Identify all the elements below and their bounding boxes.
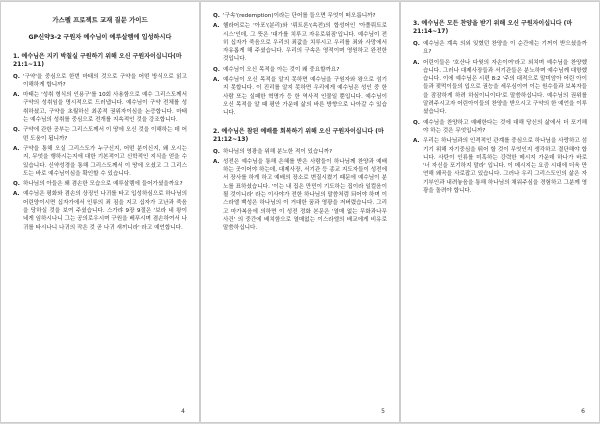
question — [213, 12, 387, 22]
document-subtitle: GP신약3-2 구원자 예수님이 예루살렘에 입성하시다 — [28, 34, 172, 42]
answer — [13, 145, 187, 180]
page-content — [401, 2, 599, 197]
answer-marker: A. — [13, 92, 20, 99]
question — [13, 73, 187, 92]
page-number: 6 — [581, 407, 585, 415]
question — [213, 66, 387, 76]
answer-marker: A. — [13, 191, 20, 198]
answer — [213, 76, 387, 119]
question-marker: Q. — [413, 119, 420, 126]
question-text: 예수님은 계속 의외 잊혔던 찬양을 이 순간에는 기꺼이 받으셨을까요? — [423, 41, 587, 56]
page-number: 5 — [381, 407, 385, 415]
answer — [13, 91, 187, 126]
page-content — [1, 2, 199, 234]
answer-text: 성전은 예수님을 통해 은혜를 받은 사람들이 하나님께 찬양과 예배하는 곳이어야 하는데, 대제사장, 서기관 등 종교 지도자들이 성전에서 장사를 하게 하고 예배의 장소로 변질시켰기 때문에 예수님이 분노를 표하셨습니다. '이는 내 집은 만민이 기도하는 집이라 일컬음이 될 것이니라' 라는 이사야가 전한 하나님의 말씀처럼 되어야 하며 이스라엘 백성은 하나님의 이 거대한 꿈과 영광을 저버렸습니다. 그리고 마가복음에 의하면 이 성전 정화 본문은 '열매 없는 무화과나무 사건' 의 중간에 배치함으로 열매없는 이스라엘의 배교에게 비유로 말씀하십니다. — [223, 158, 387, 232]
page-6 — [401, 2, 599, 422]
answer-text: 마태는 '성취 형식의 인용구'를 10회 사용함으로 예수 그리스도께서 구약의 성취임을 명시적으로 드러냅니다. 예수님이 구약 전체를 성취하셨고, 구약을 초월하신 최종적 권위자이심을 논증합니다. 마태는 예수님의 성취를 중심으로 전개를 지속적인 것을 강조합니다. — [23, 92, 187, 124]
answer-text: 예수님이 오신 목적을 알지 못하면 예수님을 구원자와 왕으로 섬기지 못합니다. 이 진리를 알지 못하면 우리에게 예수님은 성인 중 한 사람 또는 실패한 혁명가 등 한 역사적 인물일 뿐입니다. 예수님이 오신 목적을 알 때 평안 가운데 삶의 바른 방향으로 나아갈 수 있습니다. — [223, 77, 387, 117]
section-heading: 3. 예수님은 모든 찬양을 받기 위해 오신 구원자이십니다 (마 21:14~17) — [413, 20, 573, 35]
answer-text: 어린이들은 '호산나 다윗의 자손이여'라고 외치며 예수님을 찬양했습니다. 그러나 대제사장들과 서기관들은 분노하며 예수님께 대항했습니다. 이에 예수님은 시편 8:2 '주의 대적으로 말미암아 어린 아이들과 젖먹이들의 입으로 권능을 세우심이여 이는 원수들과 보복자들을 잠잠하게 하려 하심이니이다'로 말씀하십니다. 예수님의 권위를 알려주시고자 어린아이들의 찬양을 받으시고 구약의 한 예언을 이루셨습니다. — [423, 59, 587, 116]
question-marker: Q. — [213, 66, 220, 73]
page-number: 4 — [181, 407, 185, 415]
question — [13, 126, 187, 145]
answer — [213, 22, 387, 65]
answer — [413, 137, 587, 197]
answer-marker: A. — [13, 145, 20, 152]
question — [213, 148, 387, 158]
question — [13, 180, 187, 190]
question-marker: Q. — [213, 148, 220, 155]
answer-marker: A. — [213, 77, 220, 84]
question-marker: Q. — [413, 41, 420, 47]
question — [413, 40, 587, 59]
question-text: 예수님이 오신 목적을 아는 것이 왜 중요할까요? — [223, 66, 340, 73]
question-text: '구속'(redemption)이라는 단어를 들으면 무엇이 떠오릅니까? — [223, 13, 376, 19]
answer — [213, 158, 387, 235]
answer-text: 구약을 통해 오실 그리스도가 누구신지, 어떤 분이신지, 왜 오시는지, 무엇을 행하시는지에 대한 기본적이고 신학적인 지식을 얻을 수 있습니다. 신약성경을 통해 그리스도께서 이 땅에 오셨고 그 그리스도는 바로 예수님이심을 확인할 수 있습니다. — [23, 145, 187, 177]
document-title: 가스펠 프로젝트 교재 질문 가이드 — [52, 16, 148, 24]
question-marker: Q. — [13, 181, 20, 188]
answer-marker: A. — [413, 138, 420, 145]
answer — [413, 59, 587, 119]
answer-marker: A. — [213, 158, 220, 165]
answer-marker: A. — [413, 59, 420, 66]
answer-marker: A. — [213, 23, 220, 30]
section-heading: 1. 예수님은 지키 박칠실 구원하기 위해 오신 구원자이십니다(마21:1~11) — [13, 52, 182, 68]
answer-text: 예수님은 평화와 겸손의 상징인 나귀를 타고 입성하심으로 하나님의 어린양이시면 십자가에서 인류의 죄 짐을 지고 십자가 고난과 죽음을 당하실 것을 보여 주셨습니다. 스가랴 9장 9절은 '보라 네 왕이 네게 임하시나니 그는 공의로우시며 구원을 베푸시며 겸손하여서 나귀를 타시나니 나귀의 작은 것 곧 나귀 새끼니라' 라고 예언합니다. — [23, 191, 187, 231]
section-heading: 2. 예수님은 참된 예배를 회복하기 위해 오신 구원자이십니다 (마 21:12~13) — [213, 127, 384, 143]
question-text: '구약'을 중심으로 한번 마태의 것으로 구약을 어떤 방식으로 읽고 이해하게 합니까? — [23, 73, 187, 88]
answer-text: 헬라어로는 '아포'(분리)와 '뤼트론'(속전)의 합성어인 '아폴뤼트로시스'인데, 그 뜻은 '대가를 치루고 자유로워짐'입니다. 예수님이 전히 십자가 죽음으로 우리의 죄값을 치루시고 우리를 죄와 사망에서 자유롭게 해 주셨습니다. 우리의 구속은 영적이며 영원하고 완전한 것입니다. — [223, 23, 387, 63]
answer — [13, 190, 187, 233]
page-4 — [1, 2, 199, 422]
page-5 — [201, 2, 399, 422]
question-marker: Q. — [213, 13, 220, 19]
question-text: 하나님의 아들은 왜 겸손한 모습으로 예루살렘에 들어가셨을까요? — [23, 181, 183, 188]
question-text: 구약에 관한 공부는 그리스도께서 이 땅에 오신 것을 이해하는 데 어떤 도움이 됩니까? — [23, 127, 187, 142]
question-marker: Q. — [13, 127, 20, 134]
question-text: 하나님의 영광을 위해 분노한 적이 있습니까? — [223, 148, 333, 155]
question — [413, 119, 587, 138]
question-marker: Q. — [13, 73, 20, 80]
answer-text: 우리는 하나님과의 인격적인 관계를 중심으로 하나님을 사랑하고 섬기기 위해 자기중심을 뛰어 할 것이 무엇인지 생각하고 결단해야 합니다. 사탄이 인류를 미혹하는 강력한 메시지 가운데 하나가 바로 '너 자신을 포기하지 말라' 입니다. 이 메시지는 요즘 시대에 더욱 만연해 왜곡을 사로잡고 있습니다. 그러나 우리 그리스도인의 삶은 자기부인과 내려놓음을 통해 하나님의 채워주심을 경험하고 그분께 영광을 돌려야 합니다. — [423, 138, 587, 195]
question-text: 예수님을 찬양하고 예배한다는 것에 대해 당신의 삶에서 더 포기해야 하는 것은 무엇입니까? — [423, 119, 587, 134]
page-content — [201, 2, 399, 235]
